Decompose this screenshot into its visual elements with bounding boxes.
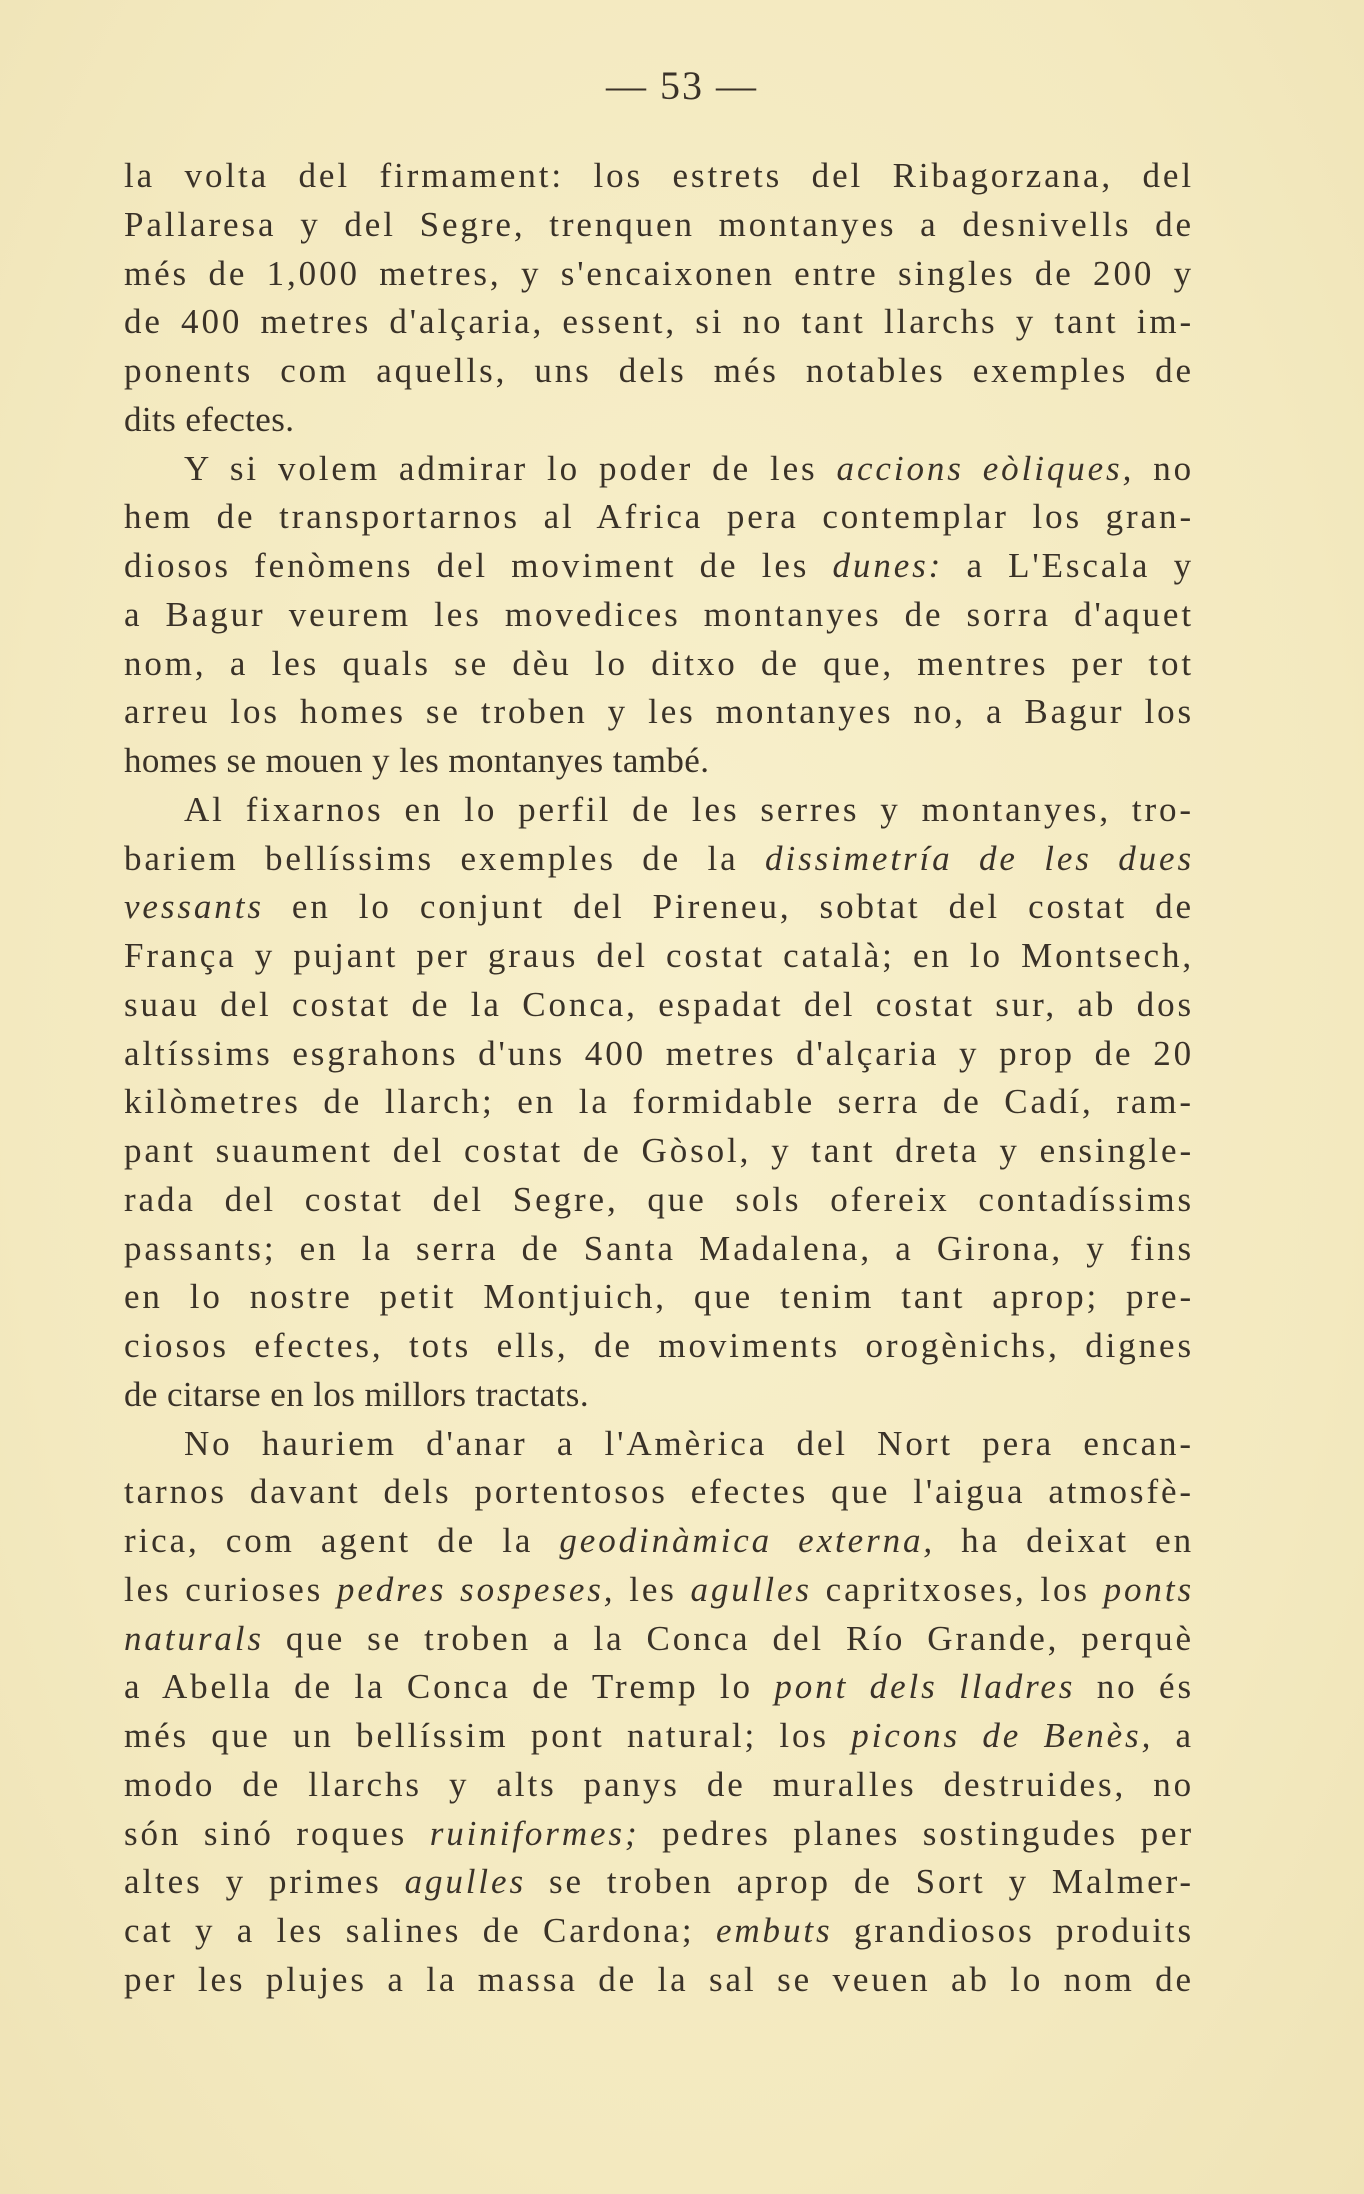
text-segment: homes se mouen y les montanyes també.	[124, 741, 710, 780]
page-number: — 53 —	[606, 63, 758, 108]
text-line	[124, 932, 1194, 981]
text-segment: de citarse en los millors tractats.	[124, 1374, 589, 1414]
text-segment: en lo nostre petit Montjuich, que tenim tant aprop; pre-	[124, 1277, 1194, 1317]
text-segment: més de 1,000 metres, y s'encaixonen entre singles de 200 y	[124, 253, 1194, 293]
text-line	[124, 1858, 1194, 1907]
text-line	[124, 445, 1194, 494]
text-segment: nom, a les quals se dèu lo ditxo de que, mentres per tot	[124, 643, 1194, 683]
text-segment: grandiosos produits	[832, 1911, 1194, 1950]
italic-term: ponts	[1103, 1569, 1194, 1609]
text-segment: capritxoses, los	[811, 1569, 1104, 1609]
text-line	[124, 347, 1194, 396]
text-line	[124, 1810, 1194, 1859]
text-segment: a	[1153, 1716, 1194, 1755]
italic-term: agulles	[404, 1862, 527, 1902]
italic-term: dunes:	[832, 546, 944, 585]
text-line	[124, 1517, 1194, 1566]
text-line	[124, 250, 1194, 299]
text-line	[124, 1322, 1194, 1371]
text-segment: Al fixarnos en lo perfil de les serres y montanyes, tro-	[184, 789, 1194, 829]
text-segment: kilòmetres de llarch; en la formidable serra de Cadí, ram-	[124, 1082, 1194, 1122]
text-segment: França y pujant per graus del costat català; en lo Montsech,	[124, 936, 1194, 975]
text-line	[124, 1176, 1194, 1225]
text-segment: arreu los homes se troben y les montanyes no, a Bagur los	[124, 692, 1194, 732]
text-segment: a Bagur veurem les movedices montanyes de sorra d'aquet	[124, 594, 1194, 634]
text-segment: pant suaument del costat de Gòsol, y tant dreta y ensingle-	[124, 1131, 1194, 1170]
text-line	[124, 1371, 1194, 1420]
italic-term: vessants	[124, 887, 264, 927]
text-line	[124, 396, 1194, 445]
text-line	[124, 737, 1194, 786]
italic-term: picons de Benès,	[851, 1716, 1154, 1755]
text-segment: les	[615, 1569, 691, 1609]
text-segment: a Abella de la Conca de Tremp lo	[124, 1667, 775, 1707]
text-line	[124, 835, 1194, 884]
text-segment: altes y primes	[124, 1862, 405, 1902]
text-line	[124, 688, 1194, 737]
body-text	[124, 152, 1194, 2005]
italic-term: pont dels lladres	[774, 1667, 1076, 1707]
text-line	[124, 1615, 1194, 1664]
text-segment: No hauriem d'anar a l'Amèrica del Nort pera encan-	[184, 1423, 1194, 1463]
text-segment: Pallaresa y del Segre, trenquen montanyes a desnivells de	[124, 204, 1194, 244]
italic-term: dissimetría de les dues	[765, 838, 1194, 878]
text-line	[124, 1712, 1194, 1761]
text-segment: tarnos davant dels portentosos efectes que l'aigua atmosfè-	[124, 1472, 1194, 1512]
text-segment: ponents com aquells, uns dels més notables exemples de	[124, 351, 1194, 390]
text-segment: són sinó roques	[124, 1813, 430, 1853]
text-line	[124, 1030, 1194, 1079]
italic-term: agulles	[690, 1569, 812, 1609]
text-segment: diosos fenòmens del moviment de les	[124, 546, 833, 585]
text-segment: que se troben a la Conca del Río Grande, perquè	[263, 1618, 1194, 1658]
text-segment: ha deixat en	[935, 1521, 1194, 1560]
text-segment: altíssims esgrahons d'uns 400 metres d'alçaria y prop de 20	[124, 1033, 1194, 1073]
italic-term: naturals	[124, 1618, 264, 1658]
text-line	[124, 1761, 1194, 1810]
text-segment: hem de transportarnos al Africa pera contemplar los gran-	[124, 497, 1194, 537]
text-line	[124, 1468, 1194, 1517]
text-segment: bariem bellíssims exemples de la	[124, 838, 766, 878]
text-line	[124, 591, 1194, 640]
text-line	[124, 1420, 1194, 1469]
text-segment: se troben aprop de Sort y Malmer-	[526, 1862, 1194, 1902]
text-segment: no	[1134, 448, 1195, 488]
text-line	[124, 786, 1194, 835]
text-line	[124, 493, 1194, 542]
text-line	[124, 201, 1194, 250]
text-line	[124, 1225, 1194, 1274]
text-segment: rada del costat del Segre, que sols ofereix contadíssims	[124, 1179, 1194, 1219]
text-segment: modo de llarchs y alts panys de muralles destruides, no	[124, 1764, 1194, 1804]
text-line	[124, 298, 1194, 347]
text-segment: ciosos efectes, tots ells, de moviments orogènichs, dignes	[124, 1326, 1194, 1365]
text-segment: la volta del firmament: los estrets del Ribagorzana, del	[124, 156, 1194, 195]
italic-term: pedres sospeses,	[336, 1569, 616, 1609]
text-segment: dits efectes.	[124, 399, 295, 439]
text-segment: suau del costat de la Conca, espadat del costat sur, ab dos	[124, 984, 1194, 1024]
text-line	[124, 152, 1194, 201]
text-line	[124, 1127, 1194, 1176]
text-line	[124, 1566, 1194, 1615]
text-line	[124, 1907, 1194, 1956]
text-segment: no és	[1075, 1667, 1194, 1707]
text-segment: en lo conjunt del Pireneu, sobtat del costat de	[263, 887, 1194, 927]
text-segment: de 400 metres d'alçaria, essent, si no tant llarchs y tant im-	[124, 302, 1194, 342]
text-segment: a L'Escala y	[943, 546, 1194, 585]
text-line	[124, 981, 1194, 1030]
text-segment: Y si volem admirar lo poder de les	[184, 448, 837, 488]
italic-term: geodinàmica externa,	[559, 1521, 936, 1560]
text-segment: més que un bellíssim pont natural; los	[124, 1716, 852, 1755]
text-line	[124, 1663, 1194, 1712]
text-line	[124, 883, 1194, 932]
text-segment: les curioses	[124, 1569, 337, 1609]
text-line	[124, 640, 1194, 689]
italic-term: embuts	[715, 1911, 833, 1950]
text-segment: cat y a les salines de Cardona;	[124, 1911, 716, 1950]
text-segment: per les plujes a la massa de la sal se veuen ab lo nom de	[124, 1959, 1194, 1999]
text-line	[124, 1273, 1194, 1322]
italic-term: accions eòliques,	[836, 448, 1135, 488]
text-line	[124, 542, 1194, 591]
text-segment: rica, com agent de la	[124, 1521, 560, 1560]
text-line	[124, 1078, 1194, 1127]
text-segment: passants; en la serra de Santa Madalena, a Girona, y fins	[124, 1228, 1194, 1268]
italic-term: ruiniformes;	[429, 1813, 640, 1853]
text-line	[124, 1956, 1194, 2005]
text-segment: pedres planes sostingudes per	[639, 1813, 1194, 1853]
